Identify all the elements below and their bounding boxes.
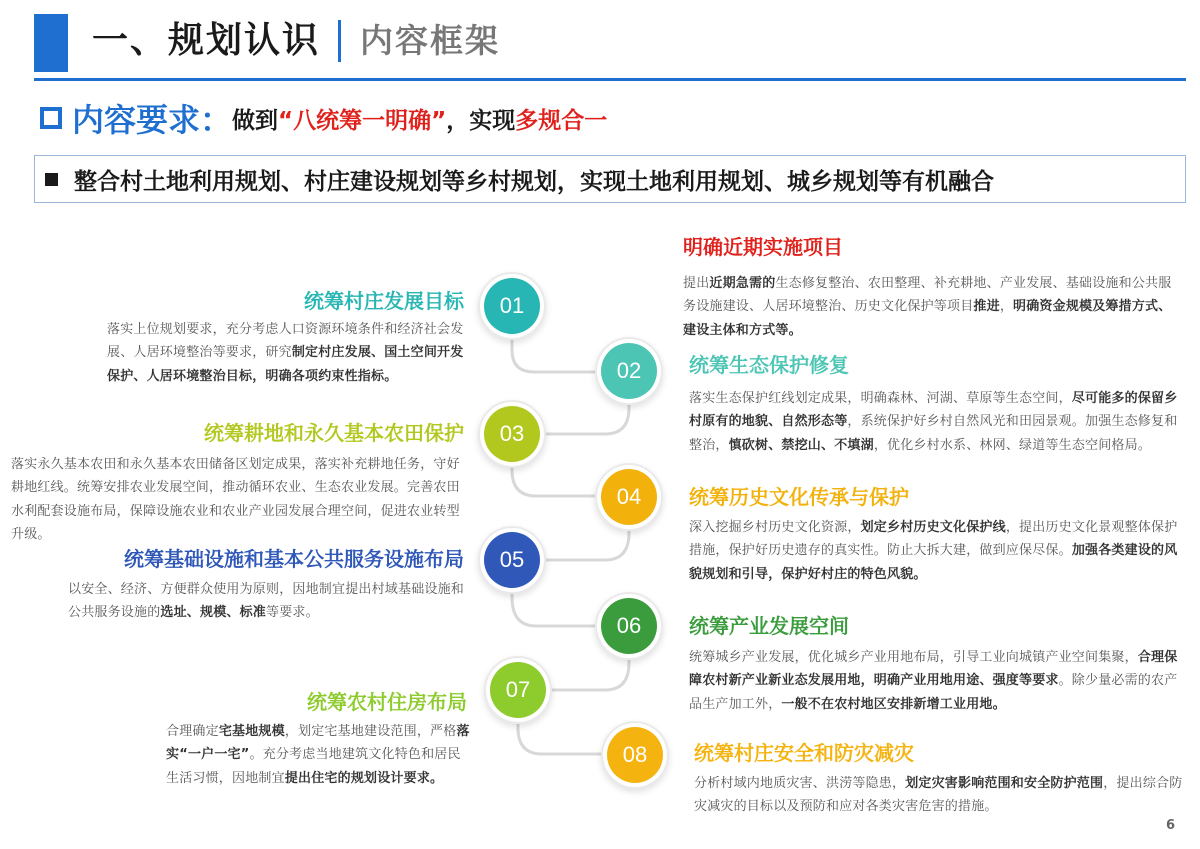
step-08-title: 统筹村庄安全和防灾减灾 <box>694 741 914 765</box>
text-run: ，划定宅基地建设范围，严格 <box>284 724 457 739</box>
text-run: 明确资金规模及筹措方式、建设主体和方式等。 <box>683 299 1172 338</box>
text-run: 一般不在农村地区安排新增工业用地。 <box>781 696 1006 712</box>
text-run: 提出住宅的规划设计要求。 <box>284 770 444 786</box>
step-01-circle: 01 <box>484 278 540 334</box>
step-07-circle: 07 <box>490 662 546 718</box>
step-06-circle: 06 <box>601 598 657 654</box>
text-run: ，提出历史文化景观整体保护措施，保护好历史遗存的真实性。防止大拆大建，做到应保尽保。 <box>689 520 1178 559</box>
step-06-body <box>689 646 1185 716</box>
text-run: 落实生态保护红线划定成果，明确森林、河湖、草原等生态空间， <box>689 391 1072 406</box>
text-run: ，系统保护好乡村自然风光和田园景观。加强生态修复和整治， <box>689 414 1178 453</box>
step-06-title: 统筹产业发展空间 <box>689 614 849 638</box>
text-run: 宅基地规模 <box>218 724 285 739</box>
page-subtitle: 内容框架 <box>360 21 500 60</box>
text-run: 提出 <box>683 276 710 291</box>
step-07-body <box>166 720 472 790</box>
step-08-circle: 08 <box>607 727 663 783</box>
text-run: 加强各类建设的风貌规划和引导，保护好村庄的特色风貌。 <box>689 543 1178 582</box>
text-run: 制定村庄发展、国土空间开发保护、人居环境整治目标，明确各项约束性指标。 <box>107 345 464 384</box>
step-04-body <box>689 516 1185 586</box>
step-05-circle: 05 <box>484 532 540 588</box>
text-run: 生态修复整治、农田整理、补充耕地、产业发展、基础设施和公共服务设施建设、人居环境整治、历史文化保护等项目 <box>683 276 1172 315</box>
step-04-circle: 04 <box>601 469 657 525</box>
step-03-body <box>11 453 469 546</box>
near-term-body <box>683 272 1183 342</box>
page-number: 6 <box>1166 818 1176 833</box>
step-04-title: 统筹历史文化传承与保护 <box>689 485 909 509</box>
page-title: 一、规划认识 <box>92 20 321 61</box>
requirement-label: 内容要求： <box>72 101 233 139</box>
requirement-highlight-1: “八统筹一明确” <box>278 107 447 134</box>
text-run: 等要求。 <box>266 605 319 621</box>
text-run: 划定乡村历史文化保护线 <box>860 520 1006 535</box>
near-term-title: 明确近期实施项目 <box>683 235 843 259</box>
step-03-circle: 03 <box>484 406 540 462</box>
text-run: 以安全、经济、方便群众使用为原则，因地制宜提出村域基础设施和公共服务设施的 <box>68 582 465 621</box>
banner-text-2: 等乡村规划，实现土地利用规划、城乡规划等有机融合 <box>442 168 994 195</box>
text-run: 深入挖掘乡村历史文化资源， <box>689 520 861 535</box>
text-run: 落实“一户一宅” <box>166 724 470 763</box>
requirement-text-2: ，实现 <box>446 107 516 134</box>
step-01-body <box>107 318 467 388</box>
step-03-title: 统筹耕地和永久基本农田保护 <box>204 421 464 445</box>
text-run: 近期急需的 <box>709 276 776 291</box>
step-02-title: 统筹生态保护修复 <box>689 353 849 377</box>
step-05-body <box>68 578 468 625</box>
step-02-body <box>689 387 1185 457</box>
text-run: 推进 <box>973 299 1000 315</box>
text-run: ，优化乡村水系、林网、绿道等生态空间格局。 <box>873 437 1152 453</box>
requirement-text-1: 做到 <box>232 107 279 134</box>
text-run: 。充分考虑当地建筑文化特色和居民生活习惯，因地制宜 <box>166 747 461 786</box>
requirement-highlight-2: 多规合一 <box>515 107 608 134</box>
text-run: 。除少量必需的农产品生产加工外， <box>689 673 1178 712</box>
text-run: 统筹城乡产业发展，优化城乡产业用地布局，引导工业向城镇产业空间集聚， <box>689 650 1138 665</box>
text-run: 合理确定 <box>166 724 219 739</box>
text-run: ， <box>999 299 1014 315</box>
text-run: 尽可能多的保留乡村原有的地貌、自然形态等 <box>689 391 1178 430</box>
step-07-title: 统筹农村住房布局 <box>307 690 467 714</box>
text-run: 慎砍树、禁挖山、不填湖 <box>728 437 874 453</box>
step-01-title: 统筹村庄发展目标 <box>304 289 464 313</box>
step-05-title: 统筹基础设施和基本公共服务设施布局 <box>124 547 464 571</box>
step-02-circle: 02 <box>601 343 657 399</box>
text-run: 落实上位规划要求，充分考虑人口资源环境条件和经济社会发展、人居环境整治等要求，研究 <box>107 322 464 361</box>
text-run: 选址、规模、标准 <box>160 605 267 621</box>
banner-highlight: 村土地利用规划、村庄建设规划 <box>120 168 442 195</box>
text-run: 合理保障农村新产业新业态发展用地，明确产业用地用途、强度等要求 <box>689 650 1178 689</box>
text-run: ，提出综合防灾减灾的目标以及预防和应对各类灾害危害的措施。 <box>694 776 1183 815</box>
step-08-body <box>694 772 1184 819</box>
banner-text-1: 整合 <box>74 168 120 195</box>
text-run: 划定灾害影响范围和安全防护范围 <box>905 776 1104 791</box>
text-run: 落实永久基本农田和永久基本农田储备区划定成果，落实补充耕地任务，守好耕地红线。统筹安排农业发展空间，推动循环农业、生态农业发展。完善农田水利配套设施布局，保障设施农业和农业产业园发展合理空间，促进农业转型升级。 <box>11 457 460 542</box>
text-run: 分析村域内地质灾害、洪涝等隐患， <box>694 776 906 791</box>
